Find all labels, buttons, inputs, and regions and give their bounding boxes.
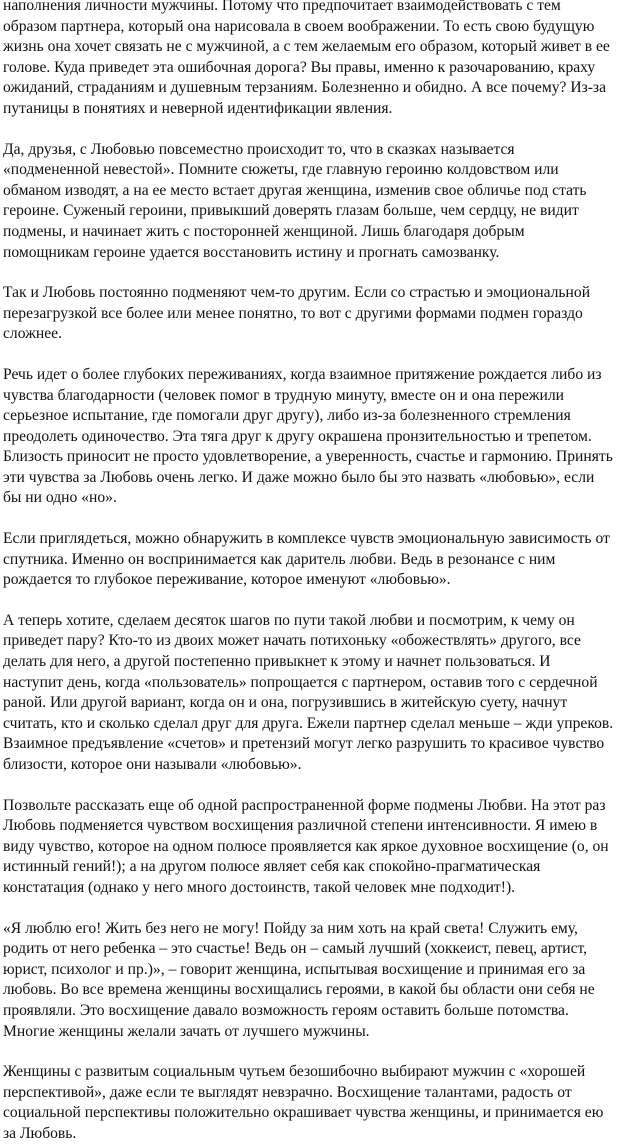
paragraph-2: Да, друзья, с Любовью повсеместно происходит то, что в сказках называется «подмененной невестой». Помните сюжеты, где главную героиню колдовством или обманом изводят, а на ее место встает другая женщина, изменив свое обличье под стать героине. Суженый героини, привыкший доверять глазам больше, чем сердцу, не видит подмены, и начинает жить с посторонней женщиной. Лишь благодаря добрым помощникам героине удается восстановить истину и прогнать самозванку.: [3, 140, 587, 261]
paragraph-7: Позвольте рассказать еще об одной распространенной форме подмены Любви. На этот раз Любовь подменяется чувством восхищения различной степени интенсивности. Я имею в виду чувство, которое на одном полюсе проявляется как яркое духовное восхищение (о, он истинный гений!); а на другом полюсе являет себя как спокойно-прагматическая констатация (однако у него много достоинств, такой человек мне подходит!).: [3, 796, 609, 896]
paragraph-9: Женщины с развитым социальным чутьем безошибочно выбирают мужчин с «хорошей перспективой», даже если те выглядят невзрачно. Восхищение талантами, радость от социальной перспективы положительно окрашивает чувства женщины, и принимается ею за Любовь.: [3, 1063, 604, 1142]
paragraph-4: Речь идет о более глубоких переживаниях, когда взаимное притяжение рождается либо из чувства благодарности (человек помог в трудную минуту, вместе он и она пережили серьезное испытание, где помогали друг другу), либо из-за болезненного стремления преодолеть одиночество. Эта тяга друг к другу окрашена пронзительностью и трепетом. Близость приносит не просто удовлетворение, а уверенность, счастье и гармонию. Принять эти чувства за Любовь очень легко. И даже можно было бы это назвать «любовью», если бы ни одно «но».: [3, 365, 613, 507]
paragraph-3: Так и Любовь постоянно подменяют чем-то другим. Если со страстью и эмоциональной перезагрузкой все более или менее понятно, то вот с другими формами подмен гораздо сложнее.: [3, 284, 591, 343]
paragraph-5: Если приглядеться, можно обнаружить в комплексе чувств эмоциональную зависимость от спутника. Именно он воспринимается как даритель любви. Ведь в резонансе с ним рождается то глубокое переживание, которое именуют «любовью».: [3, 530, 610, 589]
paragraph-8: «Я люблю его! Жить без него не могу! Пойду за ним хоть на край света! Служить ему, родить от него ребенка – это счастье! Ведь он – самый лучший (хоккеист, певец, артист, юрист, психолог и пр.)», – говорит женщина, испытывая восхищение и принимая его за любовь. Во все времена женщины восхищались героями, в какой бы области они себя не проявляли. Это восхищение давало возможность героям оставить больше потомства. Многие женщины желали зачать от лучшего мужчины.: [3, 919, 595, 1040]
paragraph-6: А теперь хотите, сделаем десяток шагов по пути такой любви и посмотрим, к чему он приведет пару? Кто-то из двоих может начать потихоньку «обожествлять» другого, все делать для него, а другой постепенно привыкнет к этому и начнет пользоваться. И наступит день, когда «пользователь» попрощается с партнером, оставив того с сердечной раной. Или другой вариант, когда он и она, погрузившись в житейскую суету, начнут считать, кто и сколько сделал друг для друга. Ежели партнер сделал меньше – жди упреков. Взаимное предъявление «счетов» и претензий могут легко разрушить то красивое чувство близости, которое они называли «любовью».: [3, 611, 614, 773]
paragraph-1: наполнения личности мужчины. Потому что предпочитает взаимодействовать с тем образом партнера, который она нарисовала в своем воображении. То есть свою будущую жизнь она хочет связать не с мужчиной, а с тем желаемым его образом, который живет в ее голове. Куда приведет эта ошибочная дорога? Вы правы, именно к разочарованию, краху ожиданий, страданиям и душевным терзаниям. Болезненно и обидно. А все почему? Из-за путаницы в понятиях и неверной идентификации явления.: [3, 0, 610, 117]
